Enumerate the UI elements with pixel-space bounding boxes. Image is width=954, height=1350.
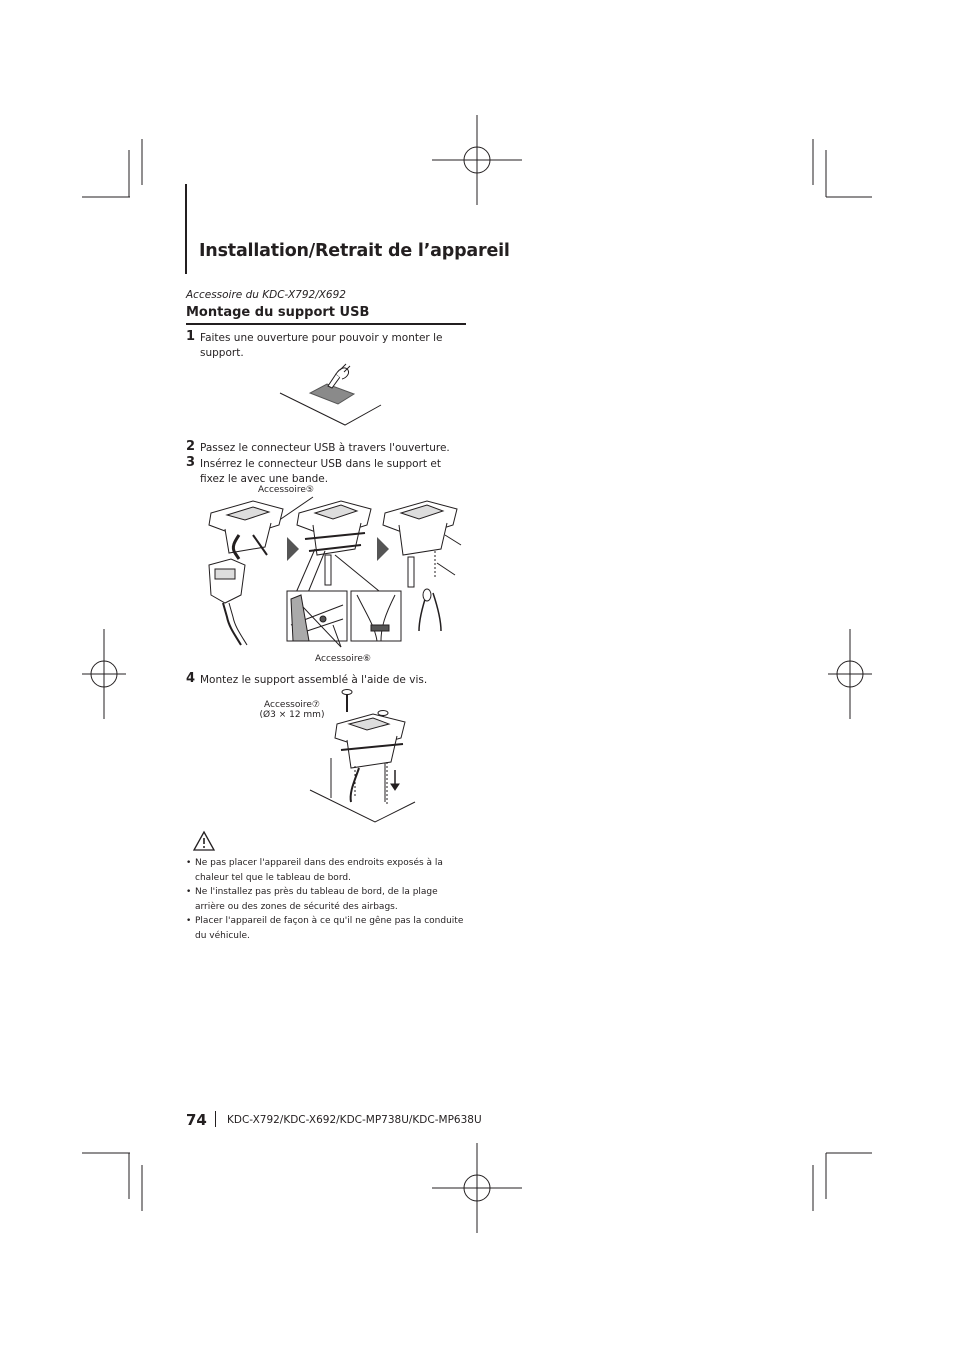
label-accessoire-6: Accessoire⑥ [315, 654, 371, 664]
registration-mark-top [432, 115, 522, 205]
list-item: • Ne pas placer l'appareil dans des endroits exposés à la chaleur tel que le tableau de bord. [186, 858, 443, 883]
list-item: • Ne l'installez pas près du tableau de bord, de la plage arrière ou des zones de sécurité des airbags. [186, 887, 438, 912]
step-text: Faites une ouverture pour pouvoir y monter le support. [200, 332, 443, 359]
warning-text: Ne l'installez pas près du tableau de bord, de la plage arrière ou des zones de sécurité des airbags. [195, 887, 438, 912]
warning-list [186, 856, 468, 944]
warning-text: Placer l'appareil de façon à ce qu'il ne gêne pas la conduite du véhicule. [195, 916, 464, 941]
illustration-usb-assembly [205, 495, 465, 655]
section-rule [186, 323, 466, 325]
step-number: 2 [186, 439, 196, 454]
label-accessoire-7-name: Accessoire⑦ [264, 700, 320, 710]
illustration-cut-opening [270, 360, 390, 435]
registration-mark-bottom [432, 1143, 522, 1233]
label-accessoire-5: Accessoire⑤ [258, 485, 314, 495]
step-number: 4 [186, 671, 196, 686]
step-number: 3 [186, 455, 196, 470]
warning-icon [193, 831, 215, 851]
step-text: Montez le support assemblé à l'aide de vis. [200, 674, 428, 686]
page-title: Installation/Retrait de l’appareil [199, 241, 510, 261]
illustration-mount-screws [305, 688, 425, 828]
step-number: 1 [186, 329, 196, 344]
label-screw-size: (Ø3 × 12 mm) [259, 710, 325, 720]
list-item: • Placer l'appareil de façon à ce qu'il ne gêne pas la conduite du véhicule. [186, 916, 464, 941]
warning-text: Ne pas placer l'appareil dans des endroits exposés à la chaleur tel que le tableau de bord. [195, 858, 443, 883]
step-text: Passez le connecteur USB à travers l'ouverture. [200, 442, 450, 454]
step-text: Insérrez le connecteur USB dans le support et fixez le avec une bande. [200, 458, 441, 485]
registration-mark-right [828, 629, 872, 719]
footer-divider [215, 1111, 216, 1127]
section-title: Montage du support USB [186, 305, 370, 320]
page-number: 74 [186, 1111, 207, 1129]
header-rule [185, 184, 187, 274]
footer-models: KDC-X792/KDC-X692/KDC-MP738U/KDC-MP638U [227, 1114, 482, 1126]
section-subtitle: Accessoire du KDC-X792/X692 [186, 289, 346, 301]
registration-mark-left [82, 629, 126, 719]
